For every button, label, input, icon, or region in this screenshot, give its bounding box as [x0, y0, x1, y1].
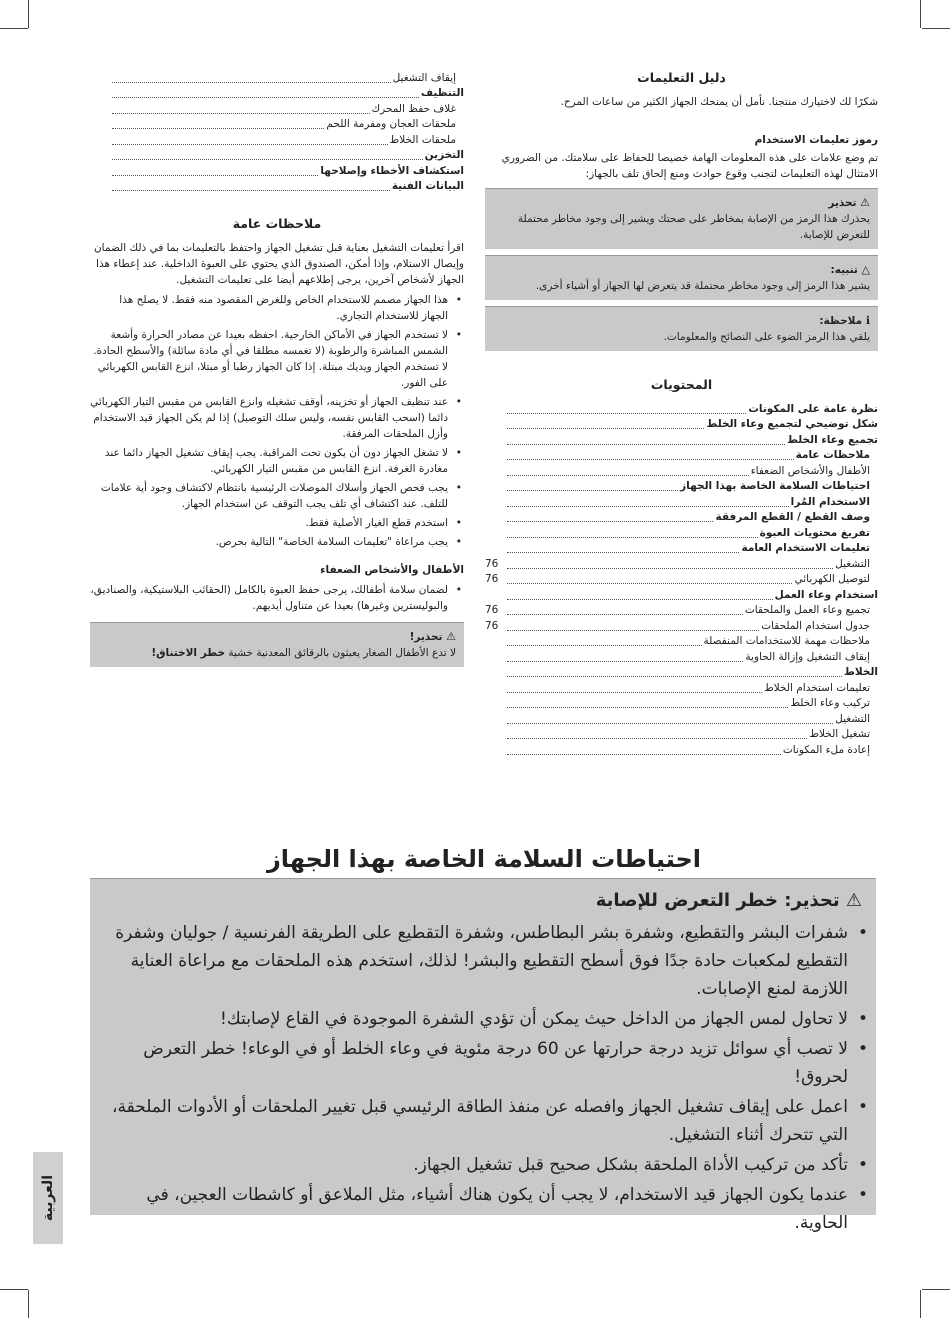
- toc-leader-dots: [507, 542, 739, 553]
- crop-mark: [920, 0, 921, 28]
- toc-entry-label: إيقاف التشغيل: [392, 71, 456, 84]
- note-text: يلقي هذا الرمز الضوء على النصائح والمعلومات.: [663, 331, 870, 343]
- safety-list-item: • تأكد من تركيب الأداة الملحقة بشكل صحيح قبل تشغيل الجهاز.: [98, 1151, 848, 1179]
- toc-entry: [485, 510, 878, 526]
- toc-entry-label: ملحقات الخلاط: [389, 133, 456, 146]
- toc-leader-dots: [507, 558, 833, 569]
- table-of-contents: [485, 401, 878, 758]
- toc-leader-dots: [507, 666, 842, 677]
- crop-mark: [922, 28, 950, 29]
- toc-entry-label: تشغيل الخلاط: [809, 728, 870, 740]
- toc-entry: [485, 696, 878, 712]
- toc-page-number: 76: [485, 604, 499, 616]
- children-list: [90, 582, 464, 614]
- toc-entry-label: جدول استخدام الملحقات: [761, 619, 870, 632]
- toc-leader-dots: [507, 728, 807, 739]
- toc-entry-label: تجميع وعاء العمل والملحقات: [744, 604, 870, 616]
- safety-list-item: • عندما يكون الجهاز قيد الاستخدام، لا يجب أن يكون هناك أشياء، مثل الملاعق أو كاشطات العجين، في الحاوية.: [98, 1181, 848, 1237]
- toc-leader-dots: [507, 744, 781, 755]
- toc-leader-dots: [507, 697, 788, 708]
- toc-entry-label: غلاف حفظ المحرك: [371, 102, 456, 115]
- toc-leader-dots: [507, 480, 678, 491]
- general-notes-intro: اقرأ تعليمات التشغيل بعناية قبل تشغيل الجهاز واحتفظ بالتعليمات بما في ذلك الضمان وإيصال الاستلام، وإذا أمكن، الصندوق الذي يحتوي على العبوة الداخلية. عند إعطاء هذا الجهاز لأشخاص آخرين، يرجى إطلاعهم أيضا على تعليمات التشغيل.: [93, 242, 464, 286]
- toc-entry-label: ملحقات العجان ومفرمة اللحم: [326, 118, 456, 130]
- toc-entry-label: شكل توضيحي لتجميع وعاء الخلط: [706, 418, 878, 430]
- toc-leader-dots: [507, 635, 702, 646]
- toc-leader-dots: [507, 651, 743, 662]
- toc-leader-dots: [112, 87, 419, 98]
- toc-leader-dots: [507, 449, 794, 460]
- list-item: • لا تشغل الجهاز دون أن يكون تحت المراقبة. يجب إيقاف تشغيل الجهاز دائما عند مغادرة الغرفة. انزع القابس من مقبس التيار الكهربائي.: [90, 445, 448, 477]
- toc-entry-label: ملاحظات عامة: [795, 449, 870, 461]
- safety-list-item: • لا تحاول لمس الجهاز من الداخل حيث يمكن أن تؤدي الشفرة الموجودة في القاع لإصابتك!: [98, 1005, 848, 1033]
- toc-leader-dots: [507, 418, 704, 429]
- toc-leader-dots: [507, 589, 773, 600]
- toc-entry: [90, 101, 464, 117]
- toc-entry: [485, 649, 878, 665]
- toc-leader-dots: [112, 118, 324, 129]
- language-tab: [33, 1152, 63, 1244]
- list-item: • لا تستخدم الجهاز في الأماكن الخارجية. احفظه بعيدا عن مصادر الحرارة وأشعة الشمس المباشرة والرطوبة (لا تغمسه مطلقا في أي مادة سائلة) والأسطح الحادة. لا تستخدم الجهاز ويديك مبتلة. إذا كان الجهاز رطبا أو مبتلا، انزع القابس الكهربائي على الفور.: [90, 327, 448, 391]
- children-warning-title: تحذير!: [409, 631, 443, 643]
- toc-entry: [485, 417, 878, 433]
- warning-box: [485, 188, 878, 249]
- toc-page-number: 76: [485, 619, 499, 632]
- intro-text: شكرًا لك لاختيارك منتجنا. نأمل أن يمنحك الجهاز الكثير من ساعات المرح.: [560, 96, 878, 108]
- warning-triangle-icon: ⚠: [446, 630, 456, 643]
- left-column: [90, 70, 464, 673]
- list-item: • استخدم قطع الغيار الأصلية فقط.: [90, 515, 448, 531]
- children-title: الأطفال والأشخاص الضعفاء: [320, 564, 464, 576]
- toc-entry: [90, 70, 464, 86]
- toc-entry-label: احتياطات السلامة الخاصة بهذا الجهاز: [680, 480, 870, 492]
- safety-title: احتياطات السلامة الخاصة بهذا الجهاز: [266, 845, 702, 873]
- list-item: • يجب فحص الجهاز وأسلاك الموصلات الرئيسية بانتظام لاكتشاف وجود أية علامات للتلف. عند اكتشاف أي تلف يجب التوقف عن استخدام الجهاز.: [90, 480, 448, 512]
- toc-entry: [485, 494, 878, 510]
- toc-entry: [485, 525, 878, 541]
- toc-entry: [485, 401, 878, 417]
- toc-entry: [90, 117, 464, 133]
- symbols-title: رموز تعليمات الاستخدام: [754, 134, 878, 146]
- choking-hazard-text: خطر الاختناق!: [151, 647, 226, 659]
- toc-entry-label: الاستخدام المُرا: [790, 495, 870, 508]
- info-icon: ℹ: [865, 314, 870, 327]
- toc-entry: [90, 163, 464, 179]
- list-item: • هذا الجهاز مصمم للاستخدام الخاص وللغرض المقصود منه فقط. لا يصلح هذا الجهاز للاستخدام التجاري.: [90, 292, 448, 324]
- list-item: • لضمان سلامة أطفالك، يرجى حفظ العبوة بالكامل (الحقائب البلاستيكية، والصناديق، والبوليسترين وغيرها) بعيدا عن متناول أيديهم.: [90, 582, 448, 614]
- safety-list-item: • لا تصب أي سوائل تزيد درجة حرارتها عن 60 درجة مئوية في وعاء الخلط أو في الوعاء! خطر التعرض لحروق!: [98, 1035, 848, 1091]
- toc-leader-dots: [507, 496, 789, 507]
- toc-entry: [485, 742, 878, 758]
- toc-entry: [485, 711, 878, 727]
- toc-entry: [90, 132, 464, 148]
- safety-warning-box: [90, 878, 876, 1233]
- toc-entry-label: إيقاف التشغيل وإزالة الحاوية: [745, 650, 870, 663]
- toc-entry: [485, 587, 878, 603]
- note-title: ملاحظة:: [819, 315, 863, 327]
- toc-leader-dots: [507, 434, 785, 445]
- crop-mark: [922, 1289, 950, 1290]
- toc-leader-dots: [507, 573, 792, 584]
- toc-entry: [485, 572, 878, 588]
- crop-mark: [920, 1290, 921, 1318]
- language-tab-label: العربية: [40, 1174, 56, 1222]
- crop-mark: [0, 1289, 28, 1290]
- toc-entry-label: التشغيل: [835, 712, 870, 725]
- symbols-text: تم وضع علامات على هذه المعلومات الهامة خصيصا للحفاظ على سلامتك. من الضروري الامتثال لهذه التعليمات لتجنب وقوع حوادث ومنع إلحاق تلف بالجهاز:: [501, 152, 878, 180]
- toc-entry-label: إعادة ملء المكونات: [782, 743, 870, 756]
- toc-entry: [485, 727, 878, 743]
- toc-leader-dots: [112, 149, 423, 160]
- toc-page-number: 76: [485, 557, 499, 570]
- children-warning-box: [90, 622, 464, 667]
- toc-entry: [485, 541, 878, 557]
- toc-entry-label: ملاحظات مهمة للاستخدامات المنفصلة: [703, 635, 870, 647]
- caution-box: [485, 255, 878, 300]
- safety-list-item: • شفرات البشر والتقطيع، وشفرة بشر البطاطس، وشفرة التقطيع على الطريقة الفرنسية / جوليان وشفرة التقطيع لمكعبات حادة جدًا فوق أسطح التقطيع والبشر! لذلك، استخدم هذه الملحقات مع مراعاة العناية اللازمة لمنع الإصابات.: [98, 919, 848, 1003]
- table-of-contents-continued: [90, 70, 464, 194]
- children-warning-text: لا تدع الأطفال الصغار يعبثون بالرقائق المعدنية خشية: [228, 647, 456, 659]
- toc-leader-dots: [507, 620, 759, 631]
- crop-mark: [28, 1290, 29, 1318]
- toc-entry-label: التشغيل: [835, 557, 870, 570]
- warning-title: تحذير: [828, 197, 857, 209]
- list-item: • عند تنظيف الجهاز أو تخزينه، أوقف تشغيله وانزع القابس من مقبس التيار الكهربائي دائما (اسحب القابس نفسه، وليس سلك التوصيل) إذا لم يكن الجهاز قيد الاستخدام وأزل الملحقات المرفقة.: [90, 394, 448, 442]
- caution-triangle-icon: △: [861, 263, 870, 276]
- warning-triangle-icon: ⚠: [845, 890, 862, 911]
- toc-entry-label: استكشاف الأخطاء وإصلاحها: [320, 164, 464, 177]
- note-box: [485, 306, 878, 351]
- toc-leader-dots: [112, 103, 370, 114]
- toc-entry: [485, 448, 878, 464]
- toc-entry-label: لتوصيل الكهربائي: [794, 573, 870, 585]
- toc-entry: [485, 463, 878, 479]
- toc-leader-dots: [507, 527, 758, 538]
- toc-entry-label: الخلاط: [844, 666, 878, 678]
- toc-page-number: 76: [485, 573, 499, 585]
- toc-entry: [90, 148, 464, 164]
- toc-entry-label: الأطفال والأشخاص الضعفاء: [750, 464, 870, 477]
- toc-leader-dots: [507, 682, 762, 693]
- general-notes-title: ملاحظات عامة: [232, 216, 322, 231]
- toc-leader-dots: [507, 713, 833, 724]
- toc-leader-dots: [112, 134, 388, 145]
- toc-entry: [90, 86, 464, 102]
- toc-entry: [485, 432, 878, 448]
- right-column: [485, 70, 878, 758]
- toc-entry: [485, 618, 878, 634]
- toc-entry: [485, 479, 878, 495]
- toc-entry-label: تركيب وعاء الخلط: [790, 697, 870, 709]
- toc-entry-label: تفريغ محتويات العبوة: [759, 526, 870, 539]
- toc-entry: [485, 634, 878, 650]
- toc-entry: [90, 179, 464, 195]
- caution-text: يشير هذا الرمز إلى وجود مخاطر محتملة قد يتعرض لها الجهاز أو أشياء أخرى.: [535, 280, 870, 292]
- toc-entry-label: التخزين: [424, 149, 464, 161]
- toc-entry-label: استخدام وعاء العمل: [774, 588, 878, 601]
- contents-title: المحتويات: [650, 377, 713, 392]
- general-notes-list: [90, 292, 464, 550]
- toc-entry-label: تعليمات استخدام الخلاط: [764, 681, 870, 694]
- manual-title: دليل التعليمات: [637, 70, 726, 85]
- toc-entry: [485, 680, 878, 696]
- crop-mark: [0, 28, 28, 29]
- toc-entry: [485, 603, 878, 619]
- safety-box-heading: تحذير: خطر التعرض للإصابة: [595, 890, 840, 911]
- caution-title: تنبيه:: [830, 264, 858, 276]
- crop-mark: [28, 0, 29, 28]
- toc-entry-label: تعليمات الاستخدام العامة: [741, 542, 870, 554]
- toc-entry-label: التنظيف: [420, 87, 464, 99]
- toc-leader-dots: [507, 604, 743, 615]
- toc-entry-label: تجميع وعاء الخلط: [787, 433, 878, 446]
- toc-entry: [485, 665, 878, 681]
- toc-leader-dots: [112, 180, 390, 191]
- toc-leader-dots: [112, 165, 318, 176]
- toc-leader-dots: [507, 403, 746, 414]
- toc-entry: [485, 556, 878, 572]
- safety-list: [90, 919, 876, 1237]
- toc-leader-dots: [507, 511, 713, 522]
- safety-list-item: • اعمل على إيقاف تشغيل الجهاز وافصله عن منفذ الطاقة الرئيسي قبل تغيير الملحقات أو الأدوات الملحقة، التي تتحرك أثناء التشغيل.: [98, 1093, 848, 1149]
- list-item: • يجب مراعاة "تعليمات السلامة الخاصة" التالية بحرص.: [90, 534, 448, 550]
- toc-leader-dots: [112, 72, 391, 83]
- toc-entry-label: نظرة عامة على المكونات: [748, 402, 878, 415]
- warning-text: يحذرك هذا الرمز من الإصابة بمخاطر على صحتك ويشير إلى وجود مخاطر محتملة للتعرض للإصابة.: [517, 213, 870, 241]
- toc-entry-label: وصف القطع / القطع المرفقة: [715, 511, 870, 523]
- warning-triangle-icon: ⚠: [860, 196, 870, 209]
- toc-entry-label: البيانات الفنية: [391, 180, 464, 192]
- toc-leader-dots: [507, 465, 749, 476]
